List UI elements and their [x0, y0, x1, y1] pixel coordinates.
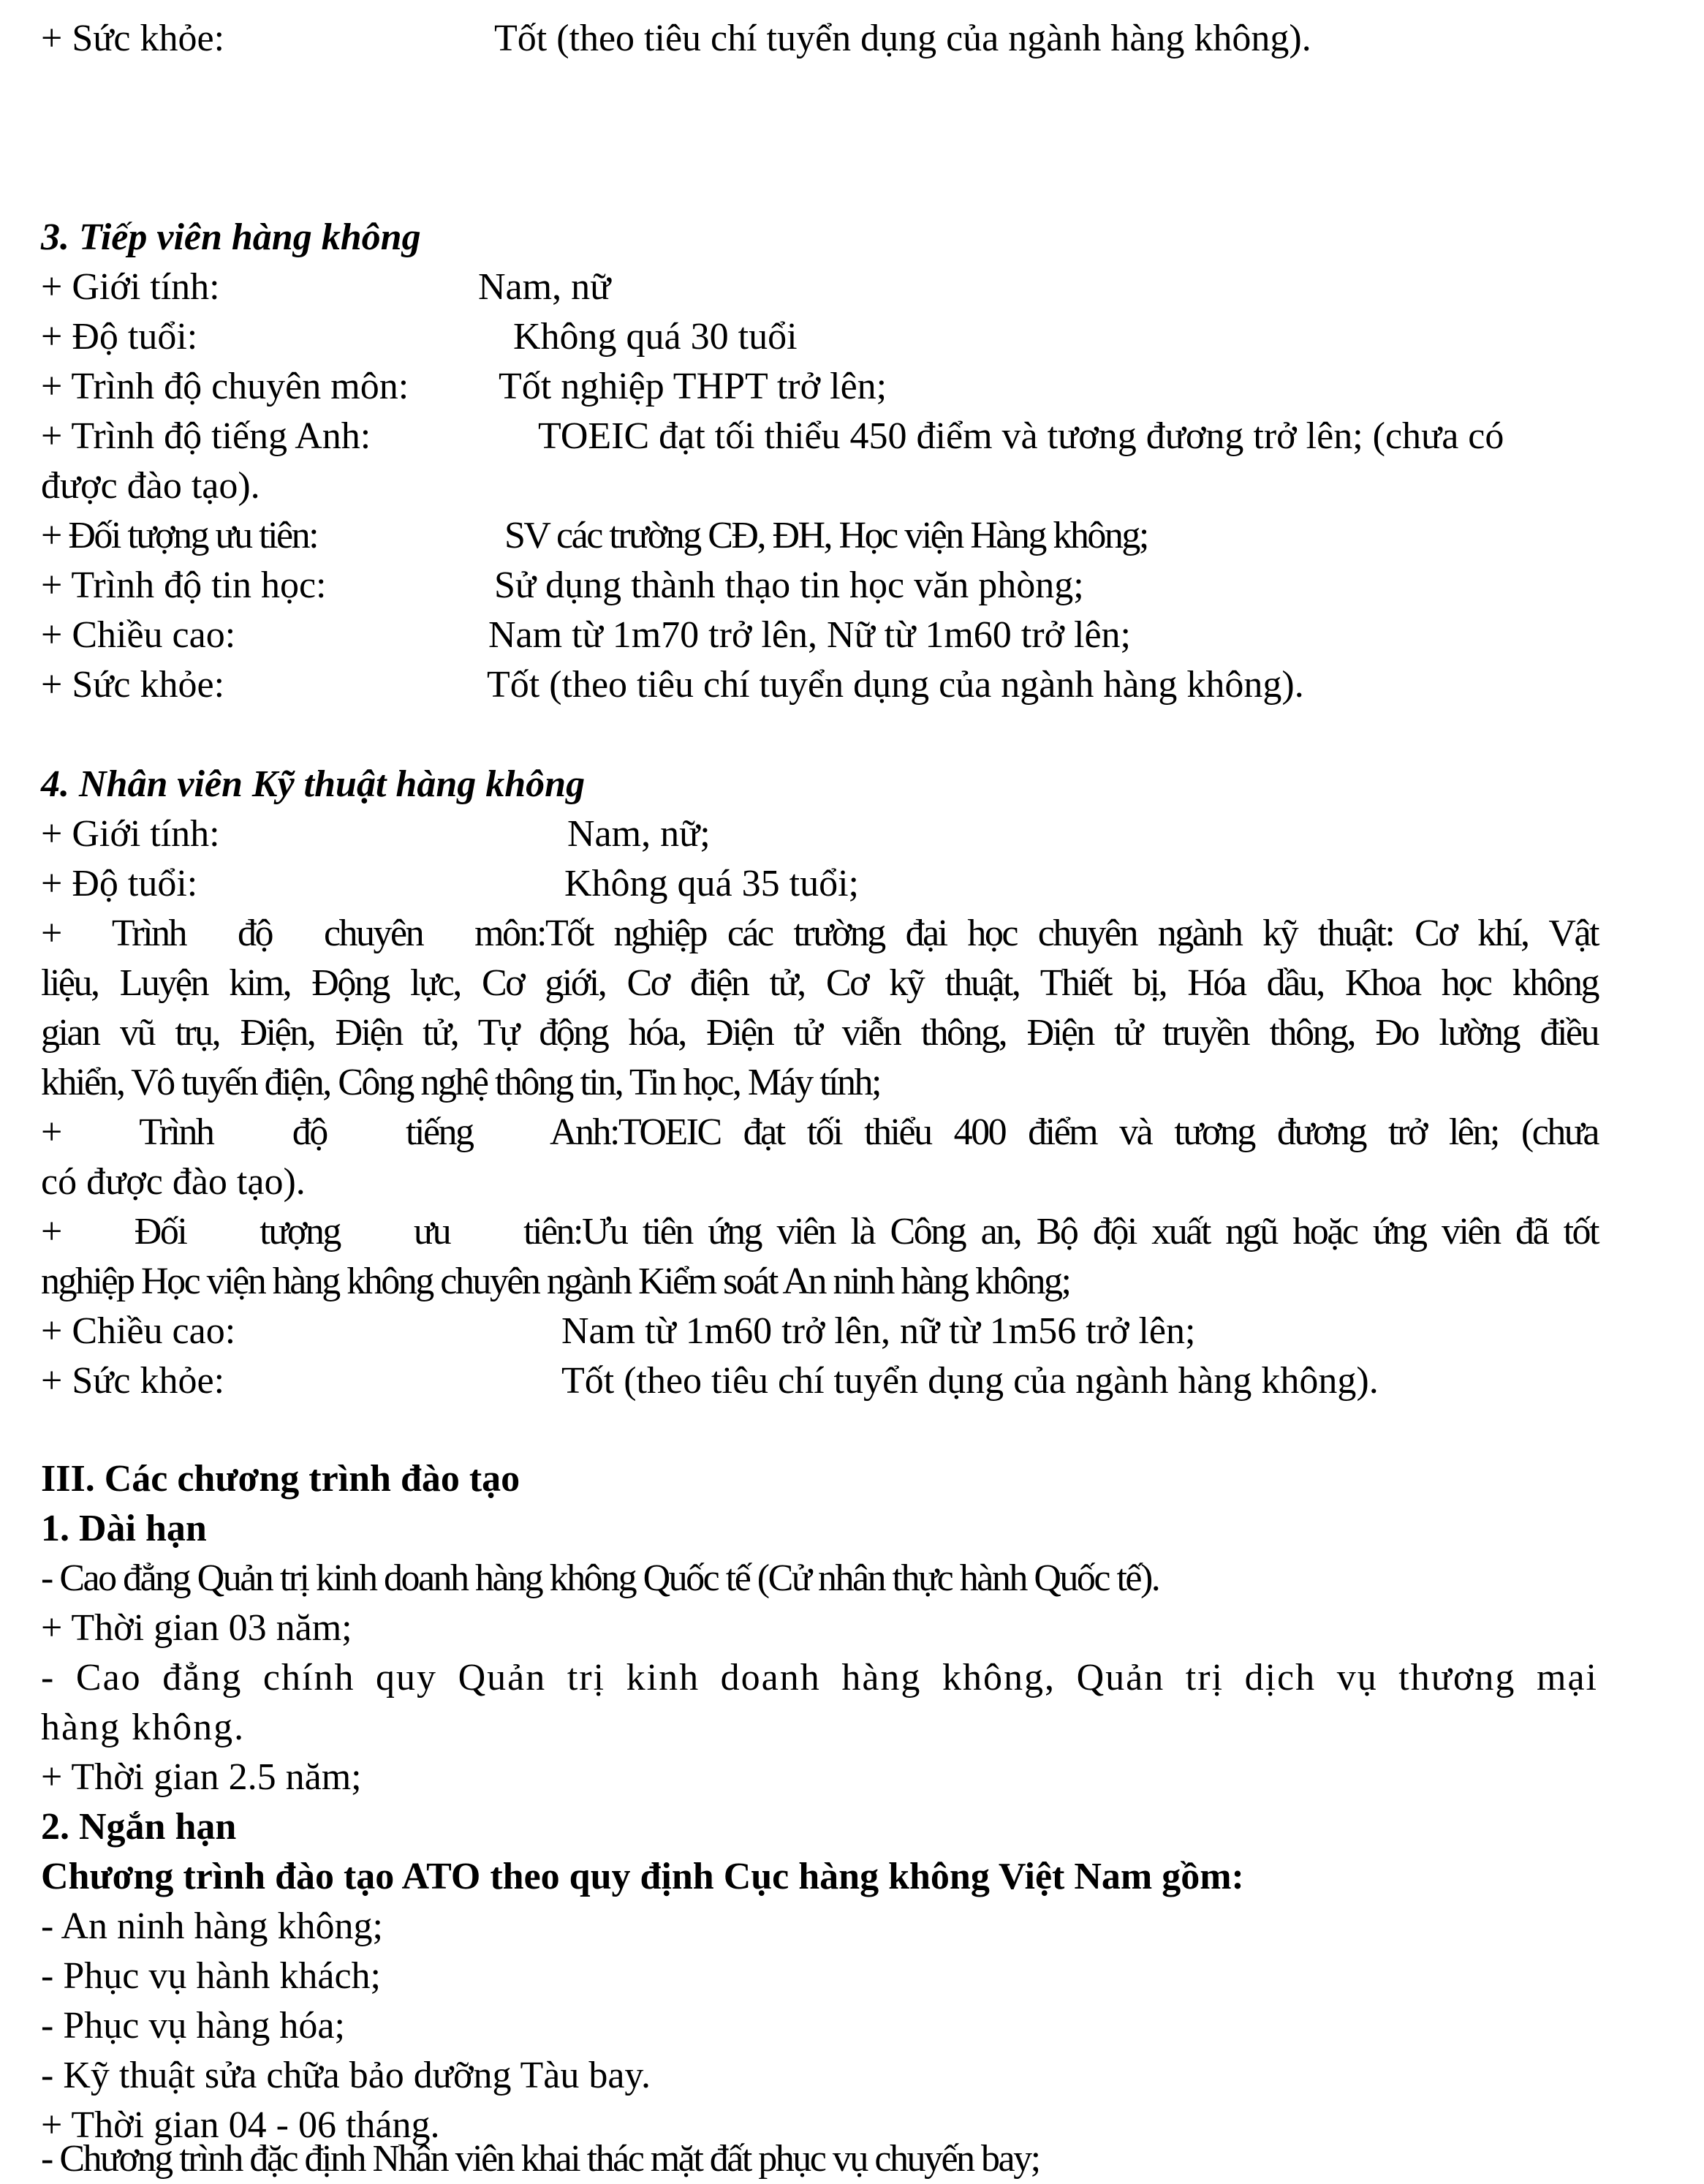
short-term-title: 2. Ngắn hạn	[41, 1806, 237, 1848]
section4-height-label: + Chiều cao:	[41, 1310, 236, 1352]
section4-gender-value: Nam, nữ;	[567, 813, 711, 855]
short-term-last-item: - Chương trình đặc định Nhân viên khai thác mặt đất phục vụ chuyến bay;	[41, 2138, 1040, 2180]
section4-qualification-cont3: khiển, Vô tuyến điện, Công nghệ thông tin, Tin học, Máy tính;	[41, 1062, 880, 1103]
ato-item-passenger: - Phục vụ hành khách;	[41, 1955, 382, 1997]
section3-priority-label: + Đối tượng ưu tiên:	[41, 515, 318, 556]
section4-qualification-value: Tốt nghiệp các trường đại học chuyên ngành kỹ thuật: Cơ khí, Vật	[545, 912, 1598, 954]
section3-it-label: + Trình độ tin học:	[41, 564, 327, 606]
section3-qualification-row	[41, 363, 887, 411]
section3-health-value: Tốt (theo tiêu chí tuyển dụng của ngành hàng không).	[487, 664, 1304, 706]
prev-health-label: + Sức khỏe:	[41, 18, 225, 59]
ato-item-maintenance: - Kỹ thuật sửa chữa bảo dưỡng Tàu bay.	[41, 2055, 651, 2096]
section4-priority-label: + Đối tượng ưu tiên:	[41, 1211, 582, 1252]
section4-health-row	[41, 1357, 1379, 1405]
section4-priority-cont: nghiệp Học viện hàng không chuyên ngành Kiểm soát An ninh hàng không;	[41, 1261, 1070, 1302]
section4-english-row	[41, 1108, 1598, 1157]
long-term-title: 1. Dài hạn	[41, 1508, 207, 1549]
ato-item-security: - An ninh hàng không;	[41, 1905, 383, 1947]
section3-health-row	[41, 661, 1304, 709]
long-term-item1-time: + Thời gian 03 năm;	[41, 1607, 352, 1649]
section4-gender-row	[41, 810, 711, 858]
section4-height-value: Nam từ 1m60 trở lên, nữ từ 1m56 trở lên;	[561, 1310, 1196, 1352]
section4-priority-row	[41, 1208, 1598, 1256]
section4-english-value: TOEIC đạt tối thiểu 400 điểm và tương đương trở lên; (chưa	[618, 1111, 1598, 1153]
section3-height-value: Nam từ 1m70 trở lên, Nữ từ 1m60 trở lên;	[488, 614, 1131, 656]
section3-height-row	[41, 611, 1131, 660]
section4-age-value: Không quá 35 tuổi;	[564, 863, 859, 904]
section3-qualification-value: Tốt nghiệp THPT trở lên;	[499, 366, 887, 407]
section3-age-row	[41, 313, 798, 361]
section3-english-cont: được đào tạo).	[41, 465, 260, 507]
long-term-item1: - Cao đẳng Quản trị kinh doanh hàng không Quốc tế (Cử nhân thực hành Quốc tế).	[41, 1557, 1159, 1599]
section3-english-label: + Trình độ tiếng Anh:	[41, 415, 371, 457]
section4-english-label: + Trình độ tiếng Anh:	[41, 1111, 618, 1153]
section4-health-value: Tốt (theo tiêu chí tuyển dụng của ngành hàng không).	[561, 1360, 1379, 1402]
section4-qualification-label: + Trình độ chuyên môn:	[41, 912, 545, 954]
long-term-item2-cont: hàng không.	[41, 1707, 246, 1748]
section3-it-value: Sử dụng thành thạo tin học văn phòng;	[494, 564, 1084, 606]
section3-health-label: + Sức khỏe:	[41, 664, 225, 706]
prev-health-value: Tốt (theo tiêu chí tuyển dụng của ngành hàng không).	[494, 18, 1311, 59]
section3-gender-value: Nam, nữ	[478, 266, 611, 308]
section3-gender-label: + Giới tính:	[41, 266, 220, 308]
section3-english-value: TOEIC đạt tối thiểu 450 điểm và tương đương trở lên; (chưa có	[538, 415, 1504, 457]
section4-height-row	[41, 1307, 1195, 1356]
short-term-time: + Thời gian 04 - 06 tháng.	[41, 2104, 440, 2146]
section3-gender-row	[41, 263, 610, 311]
section4-health-label: + Sức khỏe:	[41, 1360, 225, 1402]
section4-qualification-row	[41, 910, 1598, 958]
section4-title: 4. Nhân viên Kỹ thuật hàng không	[41, 763, 586, 805]
section3-qualification-label: + Trình độ chuyên môn:	[41, 366, 409, 407]
long-term-item2-time: + Thời gian 2.5 năm;	[41, 1756, 362, 1798]
section3-title: 3. Tiếp viên hàng không	[41, 216, 421, 258]
section-iii-title: III. Các chương trình đào tạo	[41, 1458, 520, 1500]
section4-priority-value: Ưu tiên ứng viên là Công an, Bộ đội xuất ngũ hoặc ứng viên đã tốt	[582, 1211, 1598, 1252]
ato-program-title: Chương trình đào tạo ATO theo quy định Cục hàng không Việt Nam gồm:	[41, 1856, 1244, 1897]
section4-gender-label: + Giới tính:	[41, 813, 220, 855]
section4-age-label: + Độ tuổi:	[41, 863, 198, 904]
long-term-item2: - Cao đẳng chính quy Quản trị kinh doanh hàng không, Quản trị dịch vụ thương mại	[41, 1657, 1598, 1699]
prev-health-row	[41, 15, 1311, 63]
section3-priority-row	[41, 512, 1148, 560]
section3-it-row	[41, 562, 1084, 610]
ato-item-cargo: - Phục vụ hàng hóa;	[41, 2005, 345, 2047]
section4-qualification-cont1: liệu, Luyện kim, Động lực, Cơ giới, Cơ điện tử, Cơ kỹ thuật, Thiết bị, Hóa dầu, Khoa học không	[41, 962, 1598, 1004]
section3-english-row	[41, 412, 1504, 461]
section3-priority-value: SV các trường CĐ, ĐH, Học viện Hàng không;	[504, 515, 1148, 556]
section3-height-label: + Chiều cao:	[41, 614, 236, 656]
section3-age-value: Không quá 30 tuổi	[513, 316, 798, 358]
section3-age-label: + Độ tuổi:	[41, 316, 198, 358]
section4-age-row	[41, 860, 859, 908]
section4-qualification-cont2: gian vũ trụ, Điện, Điện tử, Tự động hóa, Điện tử viễn thông, Điện tử truyền thông, Đo lường điều	[41, 1012, 1598, 1054]
section4-english-cont: có được đào tạo).	[41, 1161, 306, 1203]
